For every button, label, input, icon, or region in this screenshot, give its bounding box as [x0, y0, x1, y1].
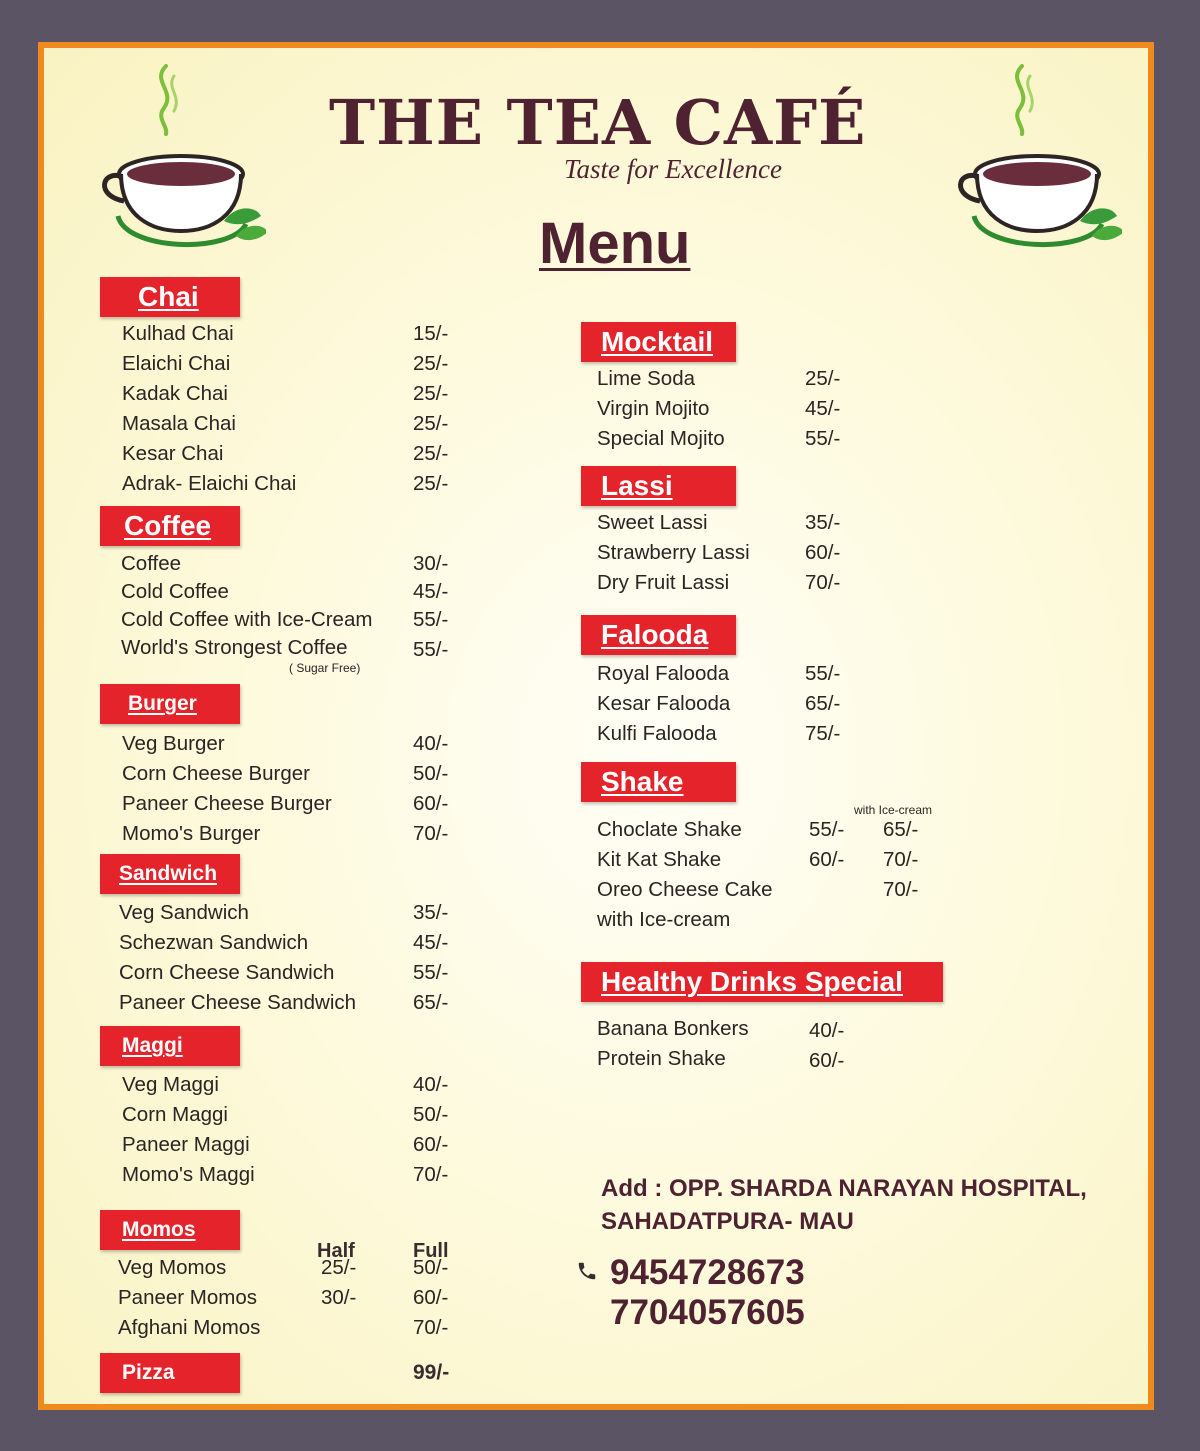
menu-item — [119, 931, 479, 961]
item-name: Special Mojito — [597, 427, 725, 450]
item-name: Choclate Shake — [597, 818, 742, 841]
item-name: Veg Momos — [118, 1256, 227, 1279]
item-price: 25/- — [413, 352, 449, 375]
item-name: Kulfi Falooda — [597, 722, 717, 745]
item-name: Coffee — [121, 552, 182, 575]
item-price: 45/- — [805, 397, 841, 420]
menu-item — [597, 427, 897, 457]
item-price: 60/- — [805, 541, 841, 564]
section-header-coffee: Coffee — [100, 506, 240, 546]
item-price: 50/- — [413, 1103, 449, 1126]
menu-item — [122, 382, 482, 412]
item-price: 55/- — [413, 961, 449, 984]
item-price: 25/- — [413, 412, 449, 435]
item-name: Elaichi Chai — [122, 352, 231, 375]
item-price: 40/- — [413, 1073, 449, 1096]
item-name: Cold Coffee with Ice-Cream — [121, 608, 373, 631]
item-name: Paneer Maggi — [122, 1133, 250, 1156]
cafe-title: THE TEA CAFÉ — [329, 86, 867, 159]
item-name: Lime Soda — [597, 367, 696, 390]
item-name: Paneer Cheese Burger — [122, 792, 332, 815]
menu-item — [122, 412, 482, 442]
tea-cup-icon — [96, 56, 266, 251]
menu-item — [118, 1286, 498, 1316]
item-price: 65/- — [805, 692, 841, 715]
menu-item — [119, 961, 479, 991]
menu-item — [122, 1163, 482, 1193]
menu-item — [597, 541, 897, 571]
item-price: 40/- — [413, 732, 449, 755]
menu-item — [122, 352, 482, 382]
item-price: 70/- — [805, 571, 841, 594]
menu-item — [122, 822, 482, 852]
menu-item — [122, 1133, 482, 1163]
menu-card — [38, 42, 1154, 1410]
item-price-full: 60/- — [413, 1286, 449, 1309]
item-price: 25/- — [413, 382, 449, 405]
item-name: Dry Fruit Lassi — [597, 571, 730, 594]
section-header-pizza: Pizza — [100, 1353, 240, 1393]
item-price: 40/- — [809, 1019, 845, 1042]
item-price: 55/- — [413, 608, 449, 631]
menu-item — [122, 472, 482, 502]
item-name: Banana Bonkers — [597, 1017, 749, 1040]
menu-item — [122, 442, 482, 472]
item-name: Masala Chai — [122, 412, 236, 435]
item-name: Strawberry Lassi — [597, 541, 750, 564]
menu-item — [597, 1017, 897, 1047]
item-name: Virgin Mojito — [597, 397, 710, 420]
item-price-full: 50/- — [413, 1256, 449, 1279]
item-price-half: 25/- — [321, 1256, 357, 1279]
menu-item — [122, 322, 482, 352]
item-price: 45/- — [413, 580, 449, 603]
section-header-lassi: Lassi — [581, 466, 736, 506]
menu-item — [122, 1103, 482, 1133]
item-name: Veg Burger — [122, 732, 225, 755]
item-price: 60/- — [809, 848, 845, 871]
item-price: 65/- — [413, 991, 449, 1014]
section-header-falooda: Falooda — [581, 615, 736, 655]
item-name: Kesar Falooda — [597, 692, 731, 715]
item-name: Veg Sandwich — [119, 901, 249, 924]
item-price: 35/- — [805, 511, 841, 534]
menu-item — [597, 848, 937, 878]
item-name: Paneer Cheese Sandwich — [119, 991, 357, 1014]
item-price: 25/- — [413, 472, 449, 495]
menu-item — [597, 908, 937, 938]
item-price: 60/- — [809, 1049, 845, 1072]
item-name: Royal Falooda — [597, 662, 730, 685]
tea-cup-icon — [952, 56, 1122, 251]
item-name: Kulhad Chai — [122, 322, 234, 345]
menu-item — [597, 722, 897, 752]
item-price-icecream: 70/- — [883, 878, 919, 901]
item-price: 35/- — [413, 901, 449, 924]
menu-item — [597, 367, 897, 397]
item-name: Sweet Lassi — [597, 511, 708, 534]
section-header-burger: Burger — [100, 684, 240, 724]
cafe-tagline: Taste for Excellence — [564, 154, 782, 184]
item-price: 60/- — [413, 1133, 449, 1156]
section-header-healthy-drinks: Healthy Drinks Special — [581, 962, 943, 1002]
menu-item — [597, 511, 897, 541]
item-price-icecream: 70/- — [883, 848, 919, 871]
item-name: Kit Kat Shake — [597, 848, 722, 871]
menu-item — [121, 580, 481, 610]
item-name: Veg Maggi — [122, 1073, 219, 1096]
item-price: 70/- — [413, 1163, 449, 1186]
menu-item — [119, 991, 479, 1021]
menu-item — [121, 552, 481, 582]
item-name: Kesar Chai — [122, 442, 224, 465]
menu-heading: Menu — [539, 211, 691, 276]
section-header-momos: Momos — [100, 1210, 240, 1250]
sugar-free-note: ( Sugar Free) — [289, 661, 361, 675]
section-header-maggi: Maggi — [100, 1026, 240, 1066]
menu-item — [597, 662, 897, 692]
menu-item — [597, 397, 897, 427]
section-header-shake: Shake — [581, 762, 736, 802]
item-name: Corn Maggi — [122, 1103, 228, 1126]
menu-item — [597, 818, 937, 848]
menu-item — [122, 792, 482, 822]
item-name: Paneer Momos — [118, 1286, 258, 1309]
menu-item — [597, 878, 937, 908]
item-price: 55/- — [413, 638, 449, 661]
item-price: 15/- — [413, 322, 449, 345]
phone-number-1: 9454728673 — [610, 1253, 805, 1292]
section-header-sandwich: Sandwich — [100, 854, 240, 894]
item-price: 45/- — [413, 931, 449, 954]
address-line-2: SAHADATPURA- MAU — [601, 1208, 854, 1235]
item-name: Oreo Cheese Cake — [597, 878, 773, 901]
icecream-column-label: with Ice-cream — [854, 803, 933, 817]
item-price: 30/- — [413, 552, 449, 575]
menu-item — [597, 571, 897, 601]
menu-item — [122, 1073, 482, 1103]
item-price: 55/- — [805, 662, 841, 685]
address-line-1: Add : OPP. SHARDA NARAYAN HOSPITAL, — [601, 1175, 1087, 1202]
menu-item — [122, 762, 482, 792]
item-price: 75/- — [805, 722, 841, 745]
item-name: Schezwan Sandwich — [119, 931, 309, 954]
item-price: 60/- — [413, 792, 449, 815]
item-price: 50/- — [413, 762, 449, 785]
full-label: Full — [413, 1240, 449, 1262]
item-price: 70/- — [413, 822, 449, 845]
phone-icon — [576, 1260, 598, 1282]
menu-item — [118, 1316, 498, 1346]
item-name: Adrak- Elaichi Chai — [122, 472, 297, 495]
half-label: Half — [317, 1240, 355, 1262]
pizza-price: 99/- — [413, 1361, 450, 1384]
phone-number-2: 7704057605 — [610, 1293, 805, 1332]
item-price: 25/- — [805, 367, 841, 390]
item-name: Afghani Momos — [118, 1316, 261, 1339]
item-name: World's Strongest Coffee — [121, 636, 348, 659]
item-price-icecream: 65/- — [883, 818, 919, 841]
menu-item — [597, 692, 897, 722]
item-name: Corn Cheese Burger — [122, 762, 311, 785]
menu-item — [597, 1047, 897, 1077]
menu-item — [121, 608, 481, 638]
item-name: Kadak Chai — [122, 382, 228, 405]
item-price: 55/- — [809, 818, 845, 841]
item-name: Corn Cheese Sandwich — [119, 961, 335, 984]
section-header-mocktail: Mocktail — [581, 322, 736, 362]
item-name: Cold Coffee — [121, 580, 229, 603]
item-name: Protein Shake — [597, 1047, 726, 1070]
menu-item — [122, 732, 482, 762]
item-price-half: 30/- — [321, 1286, 357, 1309]
item-price: 25/- — [413, 442, 449, 465]
menu-item — [118, 1256, 498, 1286]
item-price: 55/- — [805, 427, 841, 450]
item-name: Momo's Burger — [122, 822, 261, 845]
item-name: Momo's Maggi — [122, 1163, 255, 1186]
item-name: with Ice-cream — [597, 908, 731, 931]
section-header-chai: Chai — [100, 277, 240, 317]
menu-item — [119, 901, 479, 931]
item-price-full: 70/- — [413, 1316, 449, 1339]
